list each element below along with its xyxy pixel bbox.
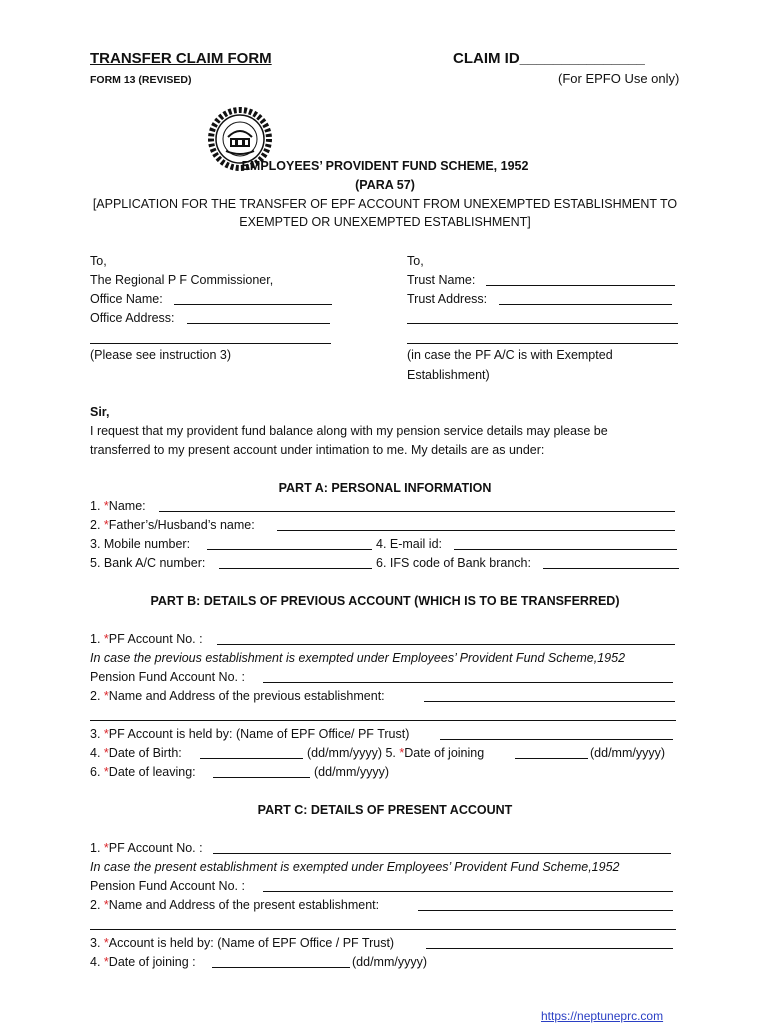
prev-doj-label: Date of joining xyxy=(404,746,485,760)
footer-link-wrap xyxy=(541,1008,663,1024)
ifsc-field[interactable] xyxy=(543,568,679,569)
ifsc-label: 6. IFS code of Bank branch: xyxy=(376,556,531,570)
item-number: 1. xyxy=(90,841,101,855)
present-establishment-label: Name and Address of the present establishment: xyxy=(108,898,380,912)
required-mark: * xyxy=(103,727,109,741)
item-number: 4. xyxy=(90,746,101,760)
father-husband-label: Father’s/Husband’s name: xyxy=(108,518,255,532)
present-establishment-field-2[interactable] xyxy=(90,929,676,930)
present-doj-row xyxy=(90,954,196,970)
epfo-use-note: (For EPFO Use only) xyxy=(558,71,680,86)
required-mark: * xyxy=(103,936,109,950)
bank-ac-field[interactable] xyxy=(219,568,372,569)
request-line-1: I request that my provident fund balance along with my pension service details may please be xyxy=(90,424,608,438)
part-a-name-row xyxy=(90,498,146,514)
scheme-para: (PARA 57) xyxy=(355,178,415,192)
prev-establishment-field[interactable] xyxy=(424,701,675,702)
office-name-field[interactable] xyxy=(174,304,332,305)
required-mark: * xyxy=(103,765,109,779)
dol-label-group xyxy=(90,764,196,780)
part-c-heading: PART C: DETAILS OF PRESENT ACCOUNT xyxy=(257,803,513,817)
dob-field[interactable] xyxy=(200,758,303,759)
prev-doj-field[interactable] xyxy=(515,758,588,759)
name-label: Name: xyxy=(108,499,146,513)
required-mark: * xyxy=(103,898,109,912)
present-establishment-field[interactable] xyxy=(418,910,673,911)
prev-establishment-field-2[interactable] xyxy=(90,720,676,721)
present-doj-field[interactable] xyxy=(212,967,350,968)
item-number: 2. xyxy=(90,518,101,532)
scheme-title: EMPLOYEES’ PROVIDENT FUND SCHEME, 1952 xyxy=(241,159,529,173)
required-mark: * xyxy=(399,746,405,760)
request-line-2: transferred to my present account under intimation to me. My details are as under: xyxy=(90,443,545,457)
prev-pf-row xyxy=(90,631,203,647)
required-mark: * xyxy=(103,499,109,513)
present-doj-format: (dd/mm/yyyy) xyxy=(352,955,427,969)
present-held-by-row xyxy=(90,935,394,951)
required-mark: * xyxy=(103,955,109,969)
required-mark: * xyxy=(103,746,109,760)
present-doj-label: Date of joining : xyxy=(108,955,196,969)
father-husband-field[interactable] xyxy=(277,530,675,531)
office-address-label: Office Address: xyxy=(90,311,175,325)
prev-pension-field[interactable] xyxy=(263,682,673,683)
required-mark: * xyxy=(103,841,109,855)
prev-held-by-label: PF Account is held by: (Name of EPF Office/ PF Trust) xyxy=(108,727,410,741)
part-a-heading: PART A: PERSONAL INFORMATION xyxy=(278,481,492,495)
prev-pf-field[interactable] xyxy=(217,644,675,645)
claim-id-label: CLAIM ID xyxy=(453,50,520,67)
item-number: 4. xyxy=(90,955,101,969)
prev-doj-format: (dd/mm/yyyy) xyxy=(590,746,665,760)
required-mark: * xyxy=(103,518,109,532)
dol-format: (dd/mm/yyyy) xyxy=(314,765,389,779)
instruction-note: (Please see instruction 3) xyxy=(90,348,232,362)
salutation: Sir, xyxy=(90,405,110,419)
trust-address-label: Trust Address: xyxy=(407,292,488,306)
item-number: 2. xyxy=(90,898,101,912)
present-exempt-note: In case the present establishment is exempted under Employees’ Provident Fund Scheme,1952 xyxy=(90,860,620,874)
item-number: 1. xyxy=(90,632,101,646)
present-held-by-field[interactable] xyxy=(426,948,673,949)
website-link[interactable]: https://neptuneprc.com xyxy=(541,1009,664,1023)
prev-establishment-row xyxy=(90,688,385,704)
required-mark: * xyxy=(103,689,109,703)
exempted-note-2: Establishment) xyxy=(407,368,490,382)
trust-name-label: Trust Name: xyxy=(407,273,476,287)
application-line-2: EXEMPTED OR UNEXEMPTED ESTABLISHMENT] xyxy=(239,215,531,229)
bank-ac-label: 5. Bank A/C number: xyxy=(90,556,206,570)
dob-label: Date of Birth: xyxy=(108,746,182,760)
application-line-1: [APPLICATION FOR THE TRANSFER OF EPF ACCOUNT FROM UNEXEMPTED ESTABLISHMENT TO xyxy=(92,197,678,211)
dob-format: (dd/mm/yyyy) 5. xyxy=(307,746,396,760)
prev-held-by-row xyxy=(90,726,409,742)
prev-establishment-label: Name and Address of the previous establishment: xyxy=(108,689,385,703)
prev-exempt-note: In case the previous establishment is exempted under Employees’ Provident Fund Scheme,1952 xyxy=(90,651,626,665)
required-mark: * xyxy=(103,632,109,646)
present-pf-field[interactable] xyxy=(213,853,671,854)
item-number: 1. xyxy=(90,499,101,513)
form-title: TRANSFER CLAIM FORM xyxy=(90,50,272,67)
prev-held-by-field[interactable] xyxy=(440,739,673,740)
prev-pf-label: PF Account No. : xyxy=(108,632,203,646)
present-held-by-label: Account is held by: (Name of EPF Office / PF Trust) xyxy=(108,936,395,950)
name-field[interactable] xyxy=(159,511,675,512)
dol-label: Date of leaving: xyxy=(108,765,196,779)
item-number: 3. xyxy=(90,936,101,950)
present-pension-field[interactable] xyxy=(263,891,673,892)
part-b-heading: PART B: DETAILS OF PREVIOUS ACCOUNT (WHICH IS TO BE TRANSFERRED) xyxy=(150,594,620,608)
doj-label-group xyxy=(307,745,484,761)
office-address-field[interactable] xyxy=(187,323,330,324)
present-pension-label: Pension Fund Account No. : xyxy=(90,879,245,893)
claim-id xyxy=(453,50,645,68)
rpfc-line: The Regional P F Commissioner, xyxy=(90,273,274,287)
to-right: To, xyxy=(407,254,424,268)
dob-label-group xyxy=(90,745,182,761)
trust-address-field-2[interactable] xyxy=(407,323,678,324)
to-left: To, xyxy=(90,254,107,268)
present-pf-row xyxy=(90,840,203,856)
prev-pension-label: Pension Fund Account No. : xyxy=(90,670,245,684)
present-establishment-row xyxy=(90,897,379,913)
item-number: 6. xyxy=(90,765,101,779)
office-address-field-2[interactable] xyxy=(90,343,331,344)
claim-id-blank[interactable]: _______________ xyxy=(519,50,645,67)
item-number: 2. xyxy=(90,689,101,703)
trust-name-field[interactable] xyxy=(486,285,675,286)
present-pf-label: PF Account No. : xyxy=(108,841,203,855)
trust-address-field-3[interactable] xyxy=(407,343,678,344)
item-number: 3. xyxy=(90,727,101,741)
form-number: FORM 13 (REVISED) xyxy=(90,74,192,86)
exempted-note-1: (in case the PF A/C is with Exempted xyxy=(407,348,613,362)
email-label: 4. E-mail id: xyxy=(376,537,442,551)
trust-address-field[interactable] xyxy=(499,304,672,305)
part-a-father-row xyxy=(90,517,255,533)
email-field[interactable] xyxy=(454,549,677,550)
office-name-label: Office Name: xyxy=(90,292,163,306)
dol-field[interactable] xyxy=(213,777,310,778)
mobile-label: 3. Mobile number: xyxy=(90,537,191,551)
mobile-field[interactable] xyxy=(207,549,372,550)
